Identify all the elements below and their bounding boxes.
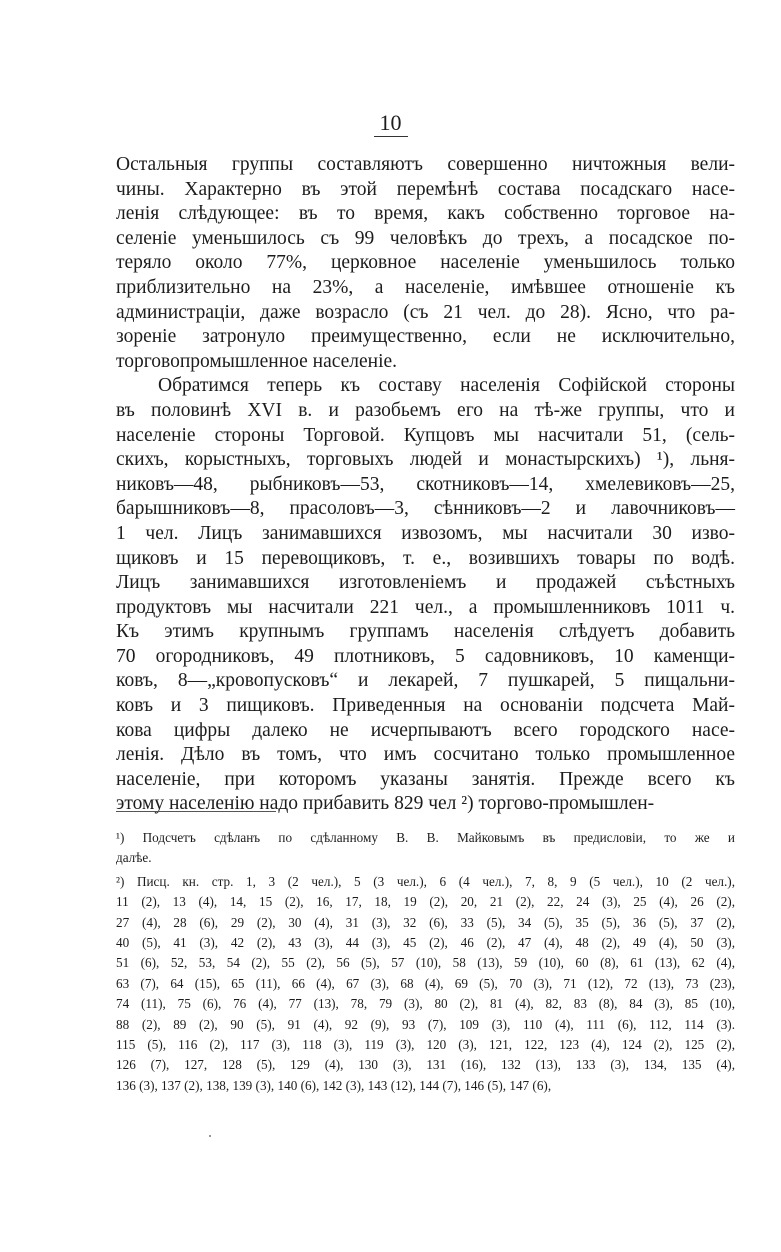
text-line: Лицъ занимавшихся изготовленіемъ и продажей съѣстныхъ <box>116 572 735 594</box>
page-number: 10 <box>0 110 781 137</box>
footnote-line: 51 (6), 52, 53, 54 (2), 55 (2), 56 (5), 57 (10), 58 (13), 59 (10), 60 (8), 61 (13), 62 (4), <box>116 955 735 971</box>
text-line: щиковъ и 15 перевощиковъ, т. е., возившихъ товары по водѣ. <box>116 547 735 569</box>
text-line: продуктовъ мы насчитали 221 чел., а промышленниковъ 1011 ч. <box>116 596 735 618</box>
text-line: приблизительно на 23%, а населеніе, имѣвшее отношеніе къ <box>116 276 735 298</box>
text-line: въ половинѣ XVI в. и разобьемъ его на тѣ-же группы, что и <box>116 399 735 421</box>
text-line: ленія слѣдующее: въ то время, какъ собственно торговое на- <box>116 203 735 225</box>
text-line: населеніе стороны Торговой. Купцовъ мы насчитали 51, (сель- <box>116 424 735 446</box>
text-line: ковъ, 8—„кровопусковъ“ и лекарей, 7 пушкарей, 5 пищальни- <box>116 670 735 692</box>
footnote <box>116 872 735 1096</box>
text-line: этому населенію надо прибавить 829 чел ²) торгово-промышлен- <box>116 793 655 815</box>
paragraph <box>116 153 735 374</box>
footnote-divider <box>116 811 276 812</box>
footnote-line: 126 (7), 127, 128 (5), 129 (4), 130 (3), 131 (16), 132 (13), 133 (3), 134, 135 (4), <box>116 1057 735 1073</box>
footnotes <box>116 828 735 1099</box>
text-line: селеніе уменьшилось съ 99 человѣкъ до трехъ, а посадское по- <box>116 227 735 249</box>
text-line: Обратимся теперь къ составу населенія Софійской стороны <box>158 375 735 397</box>
footnote-line: 74 (11), 75 (6), 76 (4), 77 (13), 78, 79 (3), 80 (2), 81 (4), 82, 83 (8), 84 (3), 85 (10), <box>116 996 735 1012</box>
footnote-line: 115 (5), 116 (2), 117 (3), 118 (3), 119 (3), 120 (3), 121, 122, 123 (4), 124 (2), 125 (2), <box>116 1037 735 1053</box>
footnote-line: 40 (5), 41 (3), 42 (2), 43 (3), 44 (3), 45 (2), 46 (2), 47 (4), 48 (2), 49 (4), 50 (3), <box>116 935 735 951</box>
main-text <box>116 153 735 817</box>
text-line: ленія. Дѣло въ томъ, что имъ сосчитано только промышленное <box>116 744 735 766</box>
text-line: 1 чел. Лицъ занимавшихся извозомъ, мы насчитали 30 изво- <box>116 522 735 544</box>
footnote-line: далѣе. <box>116 850 152 866</box>
footnote-line: 27 (4), 28 (6), 29 (2), 30 (4), 31 (3), 32 (6), 33 (5), 34 (5), 35 (5), 36 (5), 37 (2), <box>116 914 735 930</box>
text-line: скихъ, корыстныхъ, торговыхъ людей и монастырскихъ) ¹), льня- <box>116 449 735 471</box>
text-line: барышниковъ—8, прасоловъ—3, сѣнниковъ—2 и лавочниковъ— <box>116 498 735 520</box>
text-line: чины. Характерно въ этой перемѣнѣ состава посадскаго насе- <box>116 178 735 200</box>
footnote-line: 88 (2), 89 (2), 90 (5), 91 (4), 92 (9), 93 (7), 109 (3), 110 (4), 111 (6), 112, 114 (3). <box>116 1016 735 1032</box>
text-line: зореніе затронуло преимущественно, если не исключительно, <box>116 326 735 348</box>
footnote-line: 11 (2), 13 (4), 14, 15 (2), 16, 17, 18, 19 (2), 20, 21 (2), 22, 24 (3), 25 (4), 26 (2), <box>116 894 735 910</box>
paragraph <box>116 374 735 817</box>
footnote-line: ¹) Подсчетъ сдѣланъ по сдѣланному В. В. Майковымъ въ предисловіи, то же и <box>116 830 735 845</box>
footnote-line: 136 (3), 137 (2), 138, 139 (3), 140 (6), 142 (3), 143 (12), 144 (7), 146 (5), 147 (6), <box>116 1077 552 1093</box>
text-line: торговопромышленное населеніе. <box>116 350 398 372</box>
text-line: 70 огородниковъ, 49 плотниковъ, 5 садовниковъ, 10 каменщи- <box>116 645 735 667</box>
text-line: администраціи, даже возрасло (съ 21 чел. до 28). Ясно, что ра- <box>116 301 735 323</box>
text-line: ковъ и 3 пищиковъ. Приведенныя на основаніи подсчета Май- <box>116 695 735 717</box>
text-line: населеніе, при которомъ указаны занятія. Прежде всего къ <box>116 768 735 790</box>
footnote-line: 63 (7), 64 (15), 65 (11), 66 (4), 67 (3), 68 (4), 69 (5), 70 (3), 71 (12), 72 (13), 73 (23), <box>116 975 735 991</box>
paper-speck <box>209 1135 211 1137</box>
footnote-line: ²) Писц. кн. стр. 1, 3 (2 чел.), 5 (3 чел.), 6 (4 чел.), 7, 8, 9 (5 чел.), 10 (2 чел.), <box>116 873 735 889</box>
text-line: теряло около 77%, церковное населеніе уменьшилось только <box>116 252 735 274</box>
text-line: Остальныя группы составляютъ совершенно ничтожныя вели- <box>116 154 735 175</box>
text-line: Къ этимъ крупнымъ группамъ населенія слѣдуетъ добавить <box>116 621 735 643</box>
text-line: кова цифры далеко не исчерпываютъ всего городского насе- <box>116 719 735 741</box>
text-line: никовъ—48, рыбниковъ—53, скотниковъ—14, хмелевиковъ—25, <box>116 473 735 495</box>
footnote <box>116 828 735 869</box>
